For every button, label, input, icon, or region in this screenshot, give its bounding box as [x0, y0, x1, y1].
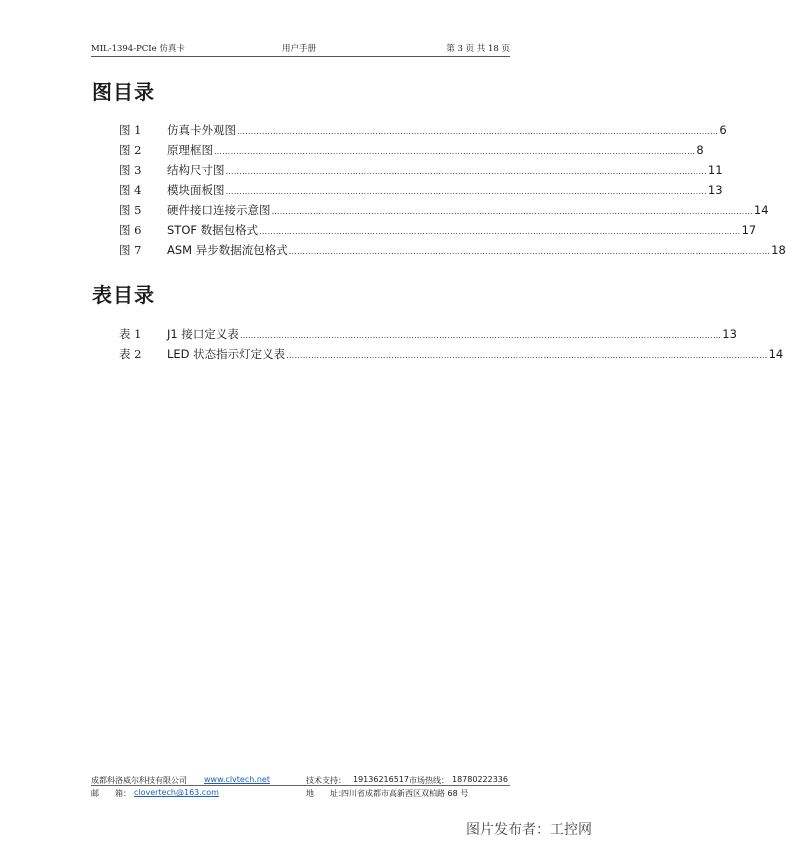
toc-entry-title: LED 状态指示灯定义表 [167, 347, 286, 361]
footer-address: 四川省成都市高新西区双柏路 68 号 [341, 789, 469, 798]
page-header [91, 42, 510, 56]
footer-hotline-phone: 18780222336 [452, 775, 508, 784]
toc-entry-figure-1[interactable] [119, 122, 727, 142]
figures-list [119, 122, 786, 262]
toc-entry-label: 图 2 [119, 143, 142, 157]
toc-entry-page: 17 [741, 223, 757, 237]
toc-entry-figure-7[interactable] [119, 242, 786, 262]
toc-leader-dots: ………………………………………………………………………………………………………………………………………………………… [286, 351, 768, 360]
toc-entry-title: 结构尺寸图 [167, 163, 225, 177]
footer-support-phone: 19136216517 [353, 775, 409, 784]
toc-entry-title: 模块面板图 [167, 183, 225, 197]
footer-hotline-label: 市场热线： [409, 776, 449, 785]
footer-company: 成都科洛威尔科技有限公司 [91, 776, 187, 785]
toc-leader-dots: ………………………………………………………………………………………………………………………………………………………… [225, 187, 707, 196]
toc-entry-figure-3[interactable] [119, 162, 723, 182]
toc-leader-dots: ………………………………………………………………………………………………………………………………………………………… [288, 247, 771, 256]
toc-entry-title: 原理框图 [167, 143, 213, 157]
toc-entry-page: 13 [707, 183, 723, 197]
footer-address-label: 地 址： [306, 789, 346, 798]
footer-email-link[interactable]: clovertech@163.com [134, 788, 219, 797]
toc-entry-title: ASM 异步数据流包格式 [167, 243, 288, 257]
toc-entry-title: 仿真卡外观图 [167, 123, 236, 137]
toc-entry-figure-4[interactable] [119, 182, 723, 202]
header-page-number: 第 3 页 共 18 页 [446, 44, 510, 54]
toc-entry-table-2[interactable] [119, 346, 784, 366]
publisher-watermark: 图片发布者：工控网 [466, 822, 592, 838]
toc-entry-page: 14 [753, 203, 769, 217]
toc-entry-label: 表 2 [119, 347, 142, 361]
toc-entry-table-1[interactable] [119, 326, 737, 346]
toc-entry-title: STOF 数据包格式 [167, 223, 259, 237]
toc-entry-figure-6[interactable] [119, 222, 757, 242]
toc-leader-dots: ………………………………………………………………………………………………………………………………………………………… [239, 331, 722, 340]
tables-heading: 表目录 [92, 283, 155, 307]
toc-entry-title: J1 接口定义表 [167, 327, 239, 341]
toc-leader-dots: ………………………………………………………………………………………………………………………………………………………… [259, 227, 741, 236]
footer-website-link[interactable]: www.clvtech.net [204, 775, 270, 784]
tables-list [119, 326, 784, 366]
toc-leader-dots: ………………………………………………………………………………………………………………………………………………………… [225, 167, 707, 176]
toc-entry-title: 硬件接口连接示意图 [167, 203, 271, 217]
toc-entry-label: 图 6 [119, 223, 142, 237]
toc-entry-page: 8 [696, 143, 704, 157]
figures-heading: 图目录 [92, 80, 155, 104]
header-divider [91, 56, 510, 57]
footer-support-label: 技术支持： [306, 776, 346, 785]
toc-entry-label: 图 4 [119, 183, 142, 197]
toc-leader-dots: ………………………………………………………………………………………………………………………………………………………… [237, 127, 719, 136]
toc-entry-page: 18 [771, 243, 786, 257]
toc-entry-page: 11 [707, 163, 723, 177]
footer-email-label: 邮 箱： [91, 789, 131, 798]
toc-entry-figure-5[interactable] [119, 202, 769, 222]
toc-entry-page: 6 [719, 123, 727, 137]
toc-leader-dots: ………………………………………………………………………………………………………………………………………………………… [214, 147, 696, 156]
header-document-title: MIL-1394-PCIe 仿真卡 [91, 44, 185, 54]
toc-entry-label: 图 1 [119, 123, 142, 137]
toc-leader-dots: ………………………………………………………………………………………………………………………………………………………… [271, 207, 753, 216]
toc-entry-label: 图 7 [119, 243, 142, 257]
toc-entry-label: 图 5 [119, 203, 142, 217]
toc-entry-label: 表 1 [119, 327, 142, 341]
toc-entry-page: 13 [722, 327, 737, 341]
toc-entry-figure-2[interactable] [119, 142, 704, 162]
toc-entry-page: 14 [768, 347, 784, 361]
toc-entry-label: 图 3 [119, 163, 142, 177]
header-manual-label: 用户手册 [282, 44, 317, 54]
footer-divider [91, 785, 510, 786]
